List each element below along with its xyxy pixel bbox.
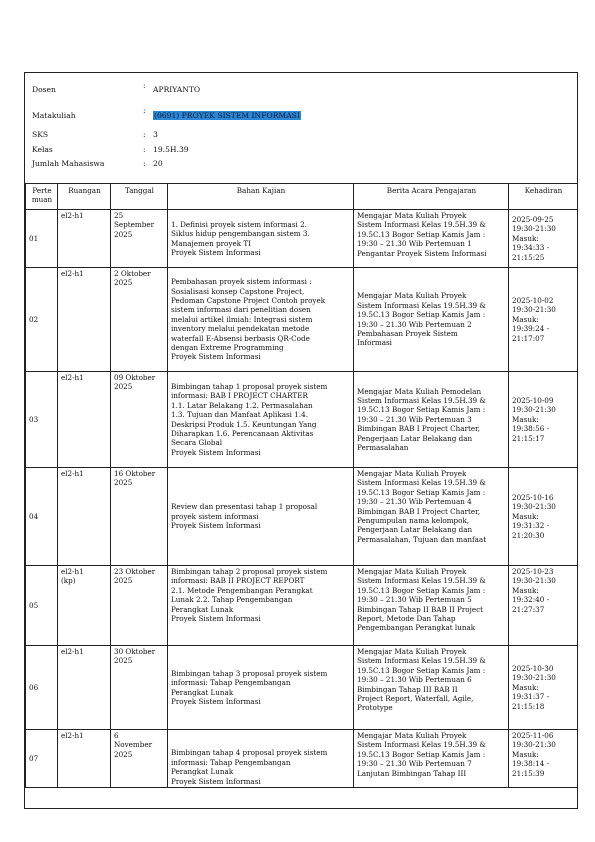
table-row <box>26 566 578 646</box>
row-bahan-kajian: Bimbingan tahap 4 proposal proyek sistem informasi: Tahap Pengembangan Perangkat Lunak Proyek Sistem Informasi <box>168 730 354 788</box>
row-bahan-kajian: Pembahasan proyek sistem informasi : Sosialisasi konsep Capstone Project, Pedoman Capstone Project Contoh proyek sistem informasi dari penelitian dosen melalui artikel ilmiah: Integrasi sistem inventory melalui pendekatan metode waterfall E-Absensi berbasis QR-Code dengan Extreme Programming Proyek Sistem Informasi <box>168 268 354 372</box>
table-row <box>26 268 578 372</box>
row-ruangan: el2-h1 <box>58 730 111 788</box>
row-ruangan: el2-h1 <box>58 646 111 730</box>
header-pertemuan: Perte muan <box>26 184 58 210</box>
table-header-row <box>26 184 578 210</box>
row-ruangan: el2-h1 <box>58 372 111 468</box>
row-kehadiran: 2025-10-23 19:30-21:30 Masuk: 19:32:40 - 21:27:37 <box>509 566 578 646</box>
course-info: Dosen : APRIYANTO Matakuliah : (0691) PROYEK SISTEM INFORMASI SKS : 3 Kelas : 19.5H.39 Jumlah Mahasiswa : 20 <box>25 73 577 184</box>
row-number: 01 <box>26 210 58 268</box>
row-tanggal: 25 September 2025 <box>111 210 168 268</box>
row-berita-acara: Mengajar Mata Kuliah Proyek Sistem Informasi Kelas 19.5H.39 & 19.5C.13 Bogor Setiap Kamis Jam : 19:30 – 21.30 Wib Pertemuan 7 Lanjutan Bimbingan Tahap III <box>354 730 509 788</box>
row-tanggal: 30 Oktober 2025 <box>111 646 168 730</box>
row-berita-acara: Mengajar Mata Kuliah Pemodelan Sistem Informasi Kelas 19.5H.39 & 19.5C.13 Bogor Setiap Kamis Jam : 19:30 – 21.30 Wib Pertemuan 3 Bimbingan BAB I Project Charter, Pengerjaan Latar Belakang dan Permasalahan <box>354 372 509 468</box>
row-kehadiran: 2025-10-16 19:30-21:30 Masuk: 19:31:32 - 21:20:30 <box>509 468 578 566</box>
row-number: 04 <box>26 468 58 566</box>
row-bahan-kajian: Review dan presentasi tahap 1 proposal proyek sistem informasi Proyek Sistem Informasi <box>168 468 354 566</box>
document-frame <box>24 72 578 809</box>
kelas-value: 19.5H.39 <box>153 145 189 154</box>
row-number: 06 <box>26 646 58 730</box>
table-row <box>26 210 578 268</box>
row-ruangan: el2-h1 <box>58 468 111 566</box>
jumlah-value: 20 <box>153 159 163 168</box>
row-tanggal: 16 Oktober 2025 <box>111 468 168 566</box>
row-bahan-kajian: Bimbingan tahap 3 proposal proyek sistem informasi: Tahap Pengembangan Perangkat Lunak Proyek Sistem Informasi <box>168 646 354 730</box>
dosen-label: Dosen <box>32 85 56 94</box>
jumlah-label: Jumlah Mahasiswa <box>32 159 105 168</box>
row-kehadiran: 2025-10-30 19:30-21:30 Masuk: 19:31:37 - 21:15:18 <box>509 646 578 730</box>
row-tanggal: 23 Oktober 2025 <box>111 566 168 646</box>
table-row <box>26 468 578 566</box>
row-number: 03 <box>26 372 58 468</box>
dosen-value: APRIYANTO <box>153 85 201 94</box>
row-bahan-kajian: Bimbingan tahap 1 proposal proyek sistem informasi: BAB I PROJECT CHARTER 1.1. Latar Belakang 1.2. Permasalahan 1.3. Tujuan dan Manfaat Aplikasi 1.4. Deskripsi Produk 1.5. Keuntungan Yang Diharapkan 1.6. Perencanaan Aktivitas Secara Global Proyek Sistem Informasi <box>168 372 354 468</box>
row-bahan-kajian: 1. Definisi proyek sistem informasi 2. Siklus hidup pengembangan sistem 3. Manajemen proyek TI Proyek Sistem Informasi <box>168 210 354 268</box>
row-kehadiran: 2025-11-06 19:30-21:30 Masuk: 19:38:14 - 21:15:39 <box>509 730 578 788</box>
row-number: 07 <box>26 730 58 788</box>
table-row <box>26 372 578 468</box>
table-row <box>26 646 578 730</box>
row-berita-acara: Mengajar Mata Kuliah Proyek Sistem Informasi Kelas 19.5H.39 & 19.5C.13 Bogor Setiap Kamis Jam : 19:30 – 21.30 Wib Pertemuan 5 Bimbingan Tahap II BAB II Project Report, Metode Dan Tahap Pengembangan Perangkat lunak <box>354 566 509 646</box>
row-tanggal: 2 Oktober 2025 <box>111 268 168 372</box>
row-kehadiran: 2025-09-25 19:30-21:30 Masuk: 19:34:33 - 21:15:25 <box>509 210 578 268</box>
matakuliah-value: (0691) PROYEK SISTEM INFORMASI <box>154 111 300 120</box>
row-tanggal: 09 Oktober 2025 <box>111 372 168 468</box>
header-bahan-kajian: Bahan Kajian <box>168 184 354 210</box>
row-berita-acara: Mengajar Mata Kuliah Proyek Sistem Informasi Kelas 19.5H.39 & 19.5C.13 Bogor Setiap Kamis Jam : 19:30 – 21.30 Wib Pertemuan 4 Bimbingan BAB I Project Charter, Pengumpulan nama kelompok, Pengerjaan Latar Belakang dan Permasalahan, Tujuan dan manfaat <box>354 468 509 566</box>
row-berita-acara: Mengajar Mata Kuliah Proyek Sistem Informasi Kelas 19.5H.39 & 19.5C.13 Bogor Setiap Kamis Jam : 19:30 – 21.30 Wib Pertemuan 1 Pengantar Proyek Sistem Informasi <box>354 210 509 268</box>
matakuliah-label: Matakuliah <box>32 111 76 120</box>
row-ruangan: el2-h1 (kp) <box>58 566 111 646</box>
header-tanggal: Tanggal <box>111 184 168 210</box>
row-berita-acara: Mengajar Mata Kuliah Proyek Sistem Informasi Kelas 19.5H.39 & 19.5C.13 Bogor Setiap Kamis Jam : 19:30 – 21.30 Wib Pertemuan 6 Bimbingan Tahap III BAB II Project Report, Waterfall, Agile, Prototype <box>354 646 509 730</box>
row-number: 02 <box>26 268 58 372</box>
table-row <box>26 730 578 788</box>
header-ruangan: Ruangan <box>58 184 111 210</box>
row-berita-acara: Mengajar Mata Kuliah Proyek Sistem Informasi Kelas 19.5H.39 & 19.5C.13 Bogor Setiap Kamis Jam : 19:30 – 21.30 Wib Pertemuan 2 Pembahasan Proyek Sistem Informasi <box>354 268 509 372</box>
row-ruangan: el2-h1 <box>58 268 111 372</box>
header-berita-acara: Berita Acara Pengajaran <box>354 184 509 210</box>
attendance-table <box>25 183 578 788</box>
row-kehadiran: 2025-10-09 19:30-21:30 Masuk: 19:38:56 - 21:15:17 <box>509 372 578 468</box>
row-tanggal: 6 November 2025 <box>111 730 168 788</box>
row-kehadiran: 2025-10-02 19:30-21:30 Masuk: 19:39:24 - 21:17:07 <box>509 268 578 372</box>
header-kehadiran: Kehadiran <box>509 184 578 210</box>
row-bahan-kajian: Bimbingan tahap 2 proposal proyek sistem informasi: BAB II PROJECT REPORT 2.1. Metode Pengembangan Perangkat Lunak 2.2. Tahap Pengembangan Perangkat Lunak Proyek Sistem Informasi <box>168 566 354 646</box>
row-number: 05 <box>26 566 58 646</box>
kelas-label: Kelas <box>32 145 53 154</box>
sks-label: SKS <box>32 130 49 139</box>
row-ruangan: el2-h1 <box>58 210 111 268</box>
sks-value: 3 <box>153 130 158 139</box>
